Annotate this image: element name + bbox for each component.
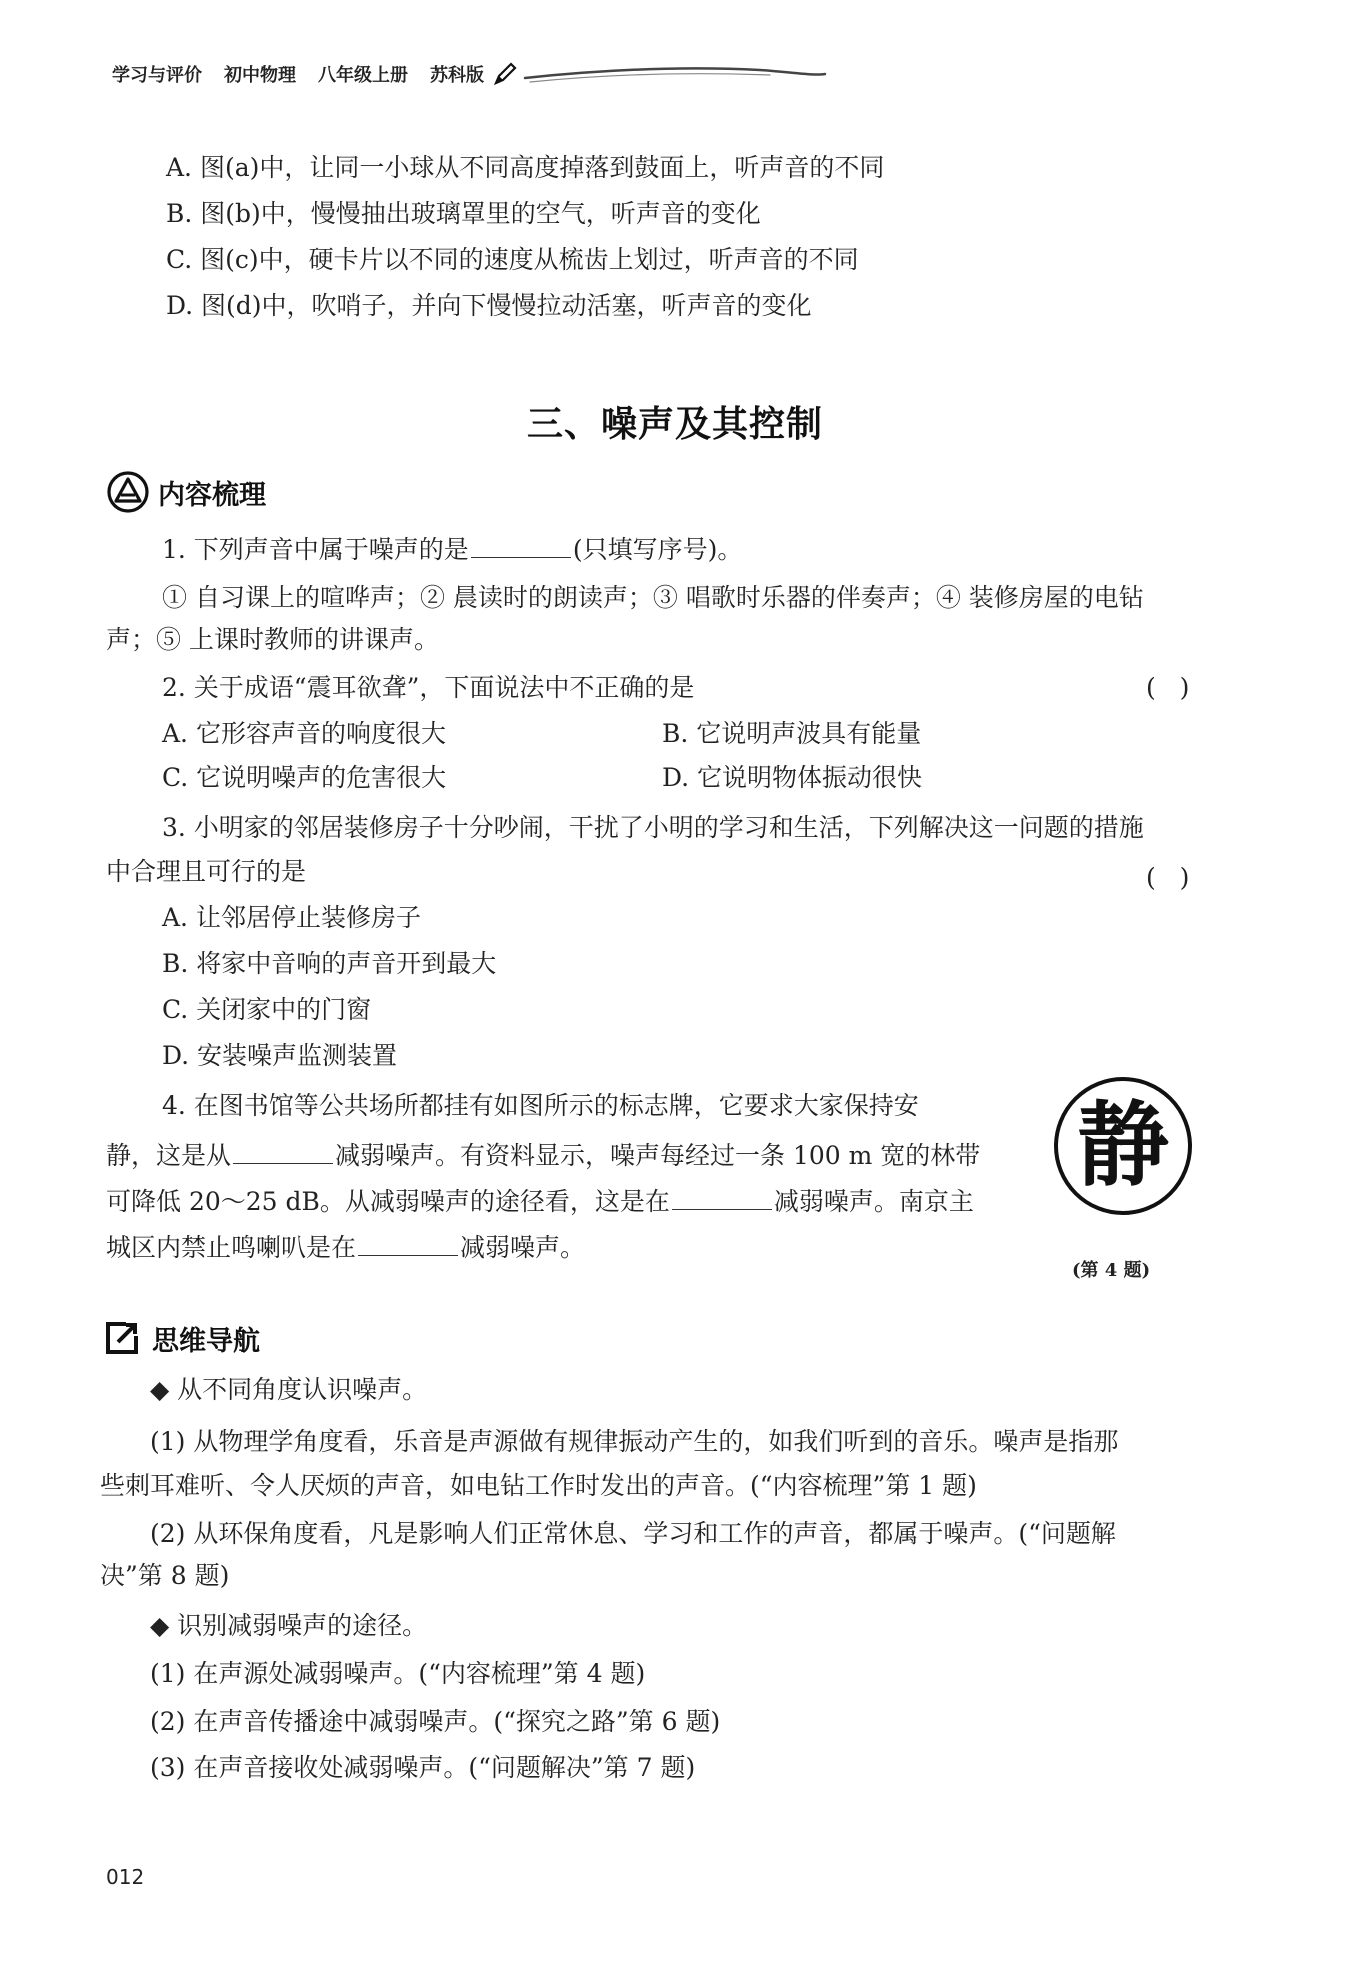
header-subject: 初中物理 — [224, 65, 296, 86]
q2-option-a: A. 它形容声音的响度很大 — [162, 719, 446, 748]
q4-line-2-before: 静，这是从 — [106, 1141, 232, 1170]
section-title: 三、噪声及其控制 — [526, 404, 823, 445]
q4-line-4-before: 城区内禁止鸣喇叭是在 — [106, 1233, 357, 1262]
q3-option-c: C. 关闭家中的门窗 — [162, 995, 372, 1024]
q3-option-d: D. 安装噪声监测装置 — [162, 1041, 398, 1070]
guide-para-2-line-2: 决”第 8 题) — [100, 1561, 230, 1590]
q2-option-c: C. 它说明噪声的危害很大 — [162, 763, 447, 792]
guide-bullet-1: ◆ 从不同角度认识噪声。 — [150, 1375, 428, 1404]
guide-para-1-line-1: (1) 从物理学角度看，乐音是声源做有规律振动产生的，如我们听到的音乐。噪声是指那 — [150, 1427, 1119, 1456]
header-edition: 苏科版 — [430, 65, 484, 86]
triangle-circle-icon — [106, 470, 150, 514]
q3-option-a: A. 让邻居停止装修房子 — [162, 903, 421, 932]
prev-option-d: D. 图(d)中，吹哨子，并向下慢慢拉动活塞，听声音的变化 — [166, 291, 812, 320]
q4-blank-3[interactable] — [358, 1231, 458, 1256]
q1-stem-before: 1. 下列声音中属于噪声的是 — [162, 535, 469, 564]
guide-para-2-line-1: (2) 从环保角度看，凡是影响人们正常休息、学习和工作的声音，都属于噪声。(“问题解 — [150, 1519, 1116, 1548]
header-swoosh-line — [520, 60, 830, 96]
q4-line-4 — [106, 1228, 585, 1268]
header-series: 学习与评价 — [112, 65, 202, 86]
edit-arrow-icon — [100, 1316, 144, 1360]
q2-option-d: D. 它说明物体振动很快 — [662, 763, 923, 792]
q4-line-2 — [106, 1136, 980, 1176]
q1-choices-line-1: ① 自习课上的喧哗声；② 晨读时的朗读声；③ 唱歌时乐器的伴奏声；④ 装修房屋的电钻 — [162, 583, 1144, 612]
content-review-label: 内容梳理 — [158, 479, 266, 511]
quiet-sign-char: 静 — [1076, 1092, 1169, 1199]
thinking-guide-label: 思维导航 — [152, 1325, 260, 1357]
q4-line-3-before: 可降低 20～25 dB。从减弱噪声的途径看，这是在 — [106, 1187, 670, 1216]
guide-item-2: (2) 在声音传播途中减弱噪声。(“探究之路”第 6 题) — [150, 1707, 721, 1736]
prev-option-b: B. 图(b)中，慢慢抽出玻璃罩里的空气，听声音的变化 — [166, 199, 761, 228]
q4-line-1: 4. 在图书馆等公共场所都挂有如图所示的标志牌，它要求大家保持安 — [162, 1091, 919, 1120]
q1-stem-after: (只填写序号)。 — [572, 535, 743, 564]
q4-figure-caption: (第 4 题) — [1072, 1260, 1151, 1281]
q2-answer-paren[interactable]: ( ) — [1146, 673, 1190, 702]
q3-stem-line-1: 3. 小明家的邻居装修房子十分吵闹，干扰了小明的学习和生活，下列解决这一问题的措施 — [162, 813, 1144, 842]
guide-item-3: (3) 在声音接收处减弱噪声。(“问题解决”第 7 题) — [150, 1753, 696, 1782]
q3-option-b: B. 将家中音响的声音开到最大 — [162, 949, 497, 978]
q4-blank-2[interactable] — [672, 1185, 772, 1210]
q3-answer-paren[interactable]: ( ) — [1146, 863, 1190, 892]
thinking-guide-heading — [100, 1316, 260, 1360]
guide-item-1: (1) 在声源处减弱噪声。(“内容梳理”第 4 题) — [150, 1659, 646, 1688]
q2-option-b: B. 它说明声波具有能量 — [662, 719, 922, 748]
header-grade: 八年级上册 — [318, 65, 408, 86]
q4-line-3 — [106, 1182, 974, 1222]
q1-stem — [162, 530, 742, 570]
q1-answer-blank[interactable] — [471, 533, 571, 558]
guide-bullet-2: ◆ 识别减弱噪声的途径。 — [150, 1611, 428, 1640]
guide-para-1-line-2: 些刺耳难听、令人厌烦的声音，如电钻工作时发出的声音。(“内容梳理”第 1 题) — [100, 1471, 977, 1500]
prev-option-a: A. 图(a)中，让同一小球从不同高度掉落到鼓面上，听声音的不同 — [166, 153, 885, 182]
q4-line-4-after: 减弱噪声。 — [460, 1233, 586, 1262]
quiet-sign — [1054, 1077, 1192, 1215]
q4-line-3-after: 减弱噪声。南京主 — [773, 1187, 974, 1216]
content-review-heading — [106, 470, 266, 514]
q3-stem-line-2: 中合理且可行的是 — [106, 857, 307, 886]
q1-choices-line-2: 声；⑤ 上课时教师的讲课声。 — [106, 625, 439, 654]
running-header — [112, 54, 518, 94]
q4-blank-1[interactable] — [233, 1139, 333, 1164]
q2-stem: 2. 关于成语“震耳欲聋”，下面说法中不正确的是 — [162, 673, 695, 702]
page-number: 012 — [106, 1865, 145, 1889]
pen-icon — [492, 61, 518, 87]
prev-option-c: C. 图(c)中，硬卡片以不同的速度从梳齿上划过，听声音的不同 — [166, 245, 859, 274]
q4-line-2-after: 减弱噪声。有资料显示，噪声每经过一条 100 m 宽的林带 — [335, 1141, 981, 1170]
